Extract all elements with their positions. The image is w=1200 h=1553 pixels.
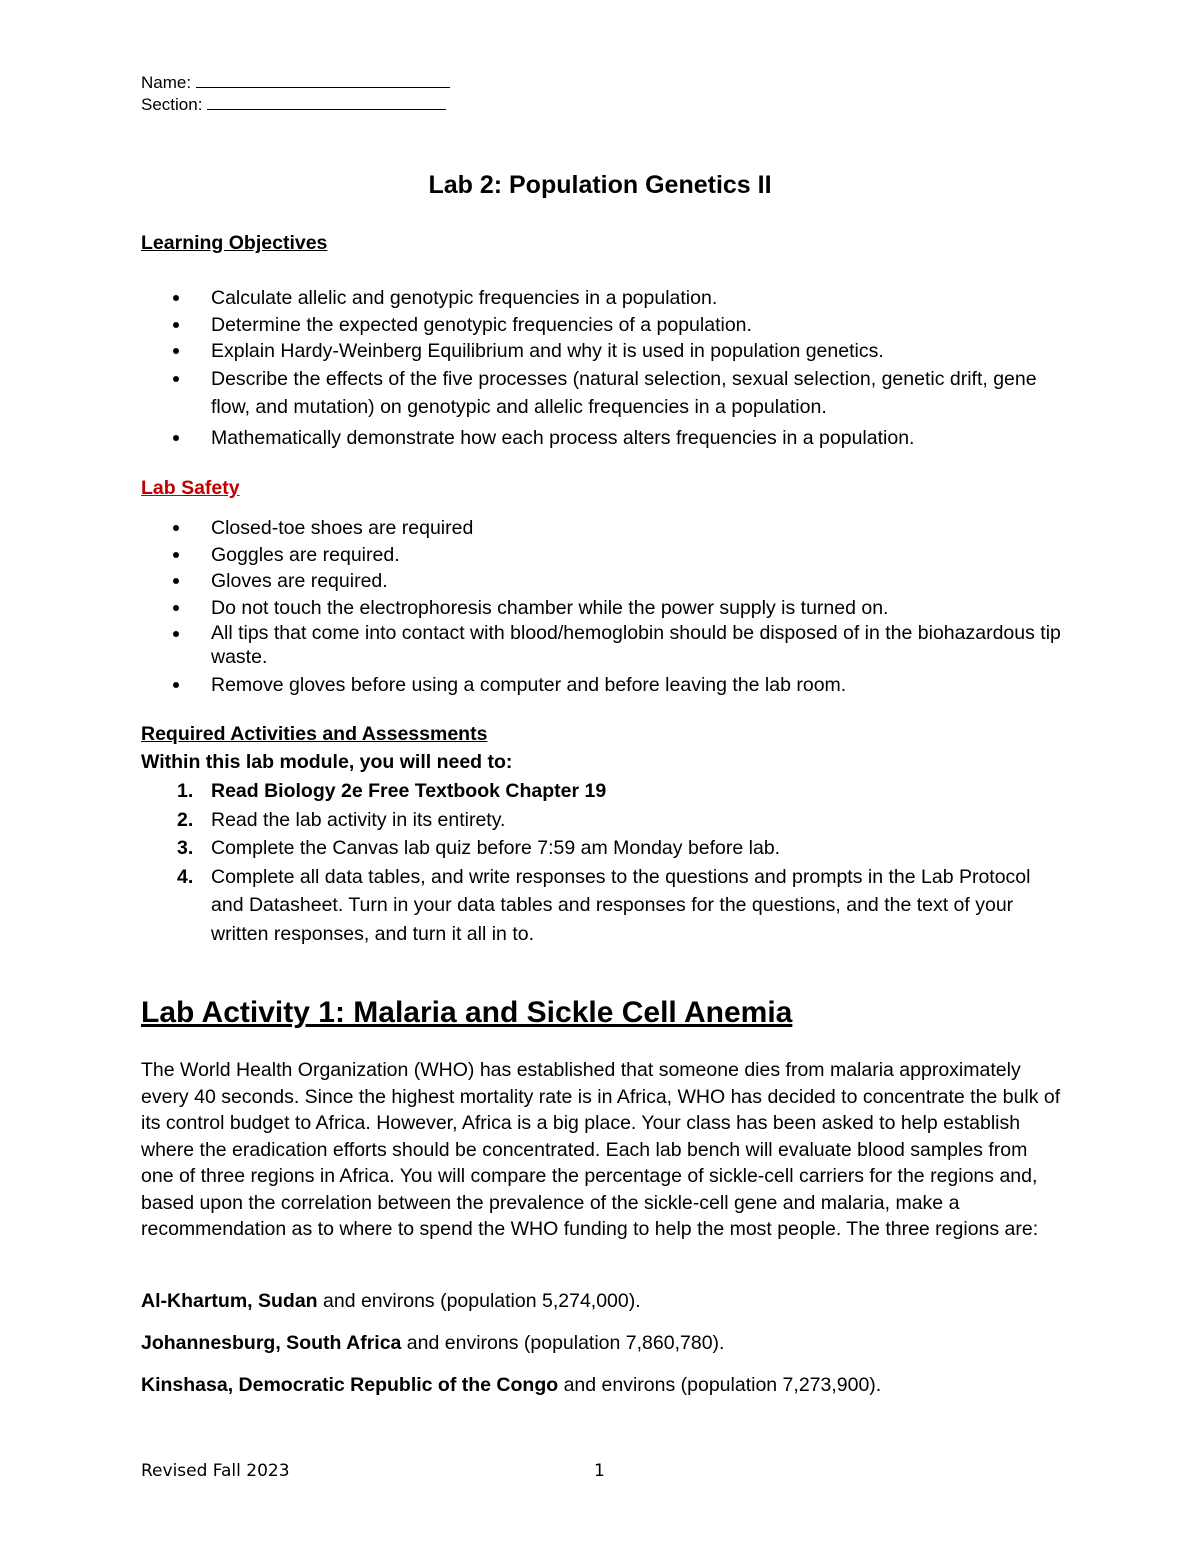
safety-text: All tips that come into contact with blood/hemoglobin should be disposed of in the biohazardous tip waste. <box>211 622 1061 668</box>
region-detail: and environs (population 5,274,000). <box>317 1290 641 1312</box>
activity1-paragraph: The World Health Organization (WHO) has established that someone dies from malaria approximately every 40 seconds. Since the highest mortality rate is in Africa, WHO has decided to concentrate the bulk of its control budget to Africa. However, Africa is a big place. Your class has been asked to help establish where the eradication efforts should be concentrated. Each lab bench will evaluate blood samples from one of three regions in Africa. You will compare the percentage of sickle-cell carriers for the regions and, based upon the correlation between the prevalence of the sickle-cell gene and malaria, make a recommendation as to where to spend the WHO funding to help the most people. The three regions are: <box>141 1059 1061 1240</box>
name-blank <box>196 72 450 88</box>
section-blank <box>207 94 446 110</box>
bullet-icon <box>173 525 179 531</box>
page-title: Lab 2: Population Genetics II <box>428 171 772 199</box>
region-khartum <box>141 1288 641 1314</box>
bullet-icon <box>173 578 179 584</box>
section-label: Section: <box>141 95 203 114</box>
activity-text: Read Biology 2e Free Textbook Chapter 19 <box>211 780 607 802</box>
bullet-icon <box>173 435 179 441</box>
item-number: 3. <box>177 837 194 859</box>
bullet-icon <box>173 322 179 328</box>
item-number: 2. <box>177 808 194 831</box>
list-item <box>141 285 1061 312</box>
item-number: 1. <box>177 780 194 802</box>
objective-text: Determine the expected genotypic frequencies of a population. <box>211 313 752 336</box>
item-number: 4. <box>177 865 194 888</box>
region-name: Johannesburg, South Africa <box>141 1332 402 1354</box>
name-label: Name: <box>141 73 192 92</box>
safety-text: Remove gloves before using a computer and before leaving the lab room. <box>211 674 847 696</box>
bullet-icon <box>173 348 179 354</box>
list-item <box>141 672 1061 699</box>
objective-text: Calculate allelic and genotypic frequencies in a population. <box>211 287 718 309</box>
name-line <box>141 72 450 94</box>
objectives-list <box>141 285 1061 451</box>
safety-text: Gloves are required. <box>211 570 388 592</box>
region-johannesburg <box>141 1330 724 1356</box>
list-item <box>141 863 1061 949</box>
activity-text: Read the lab activity in its entirety. <box>211 808 506 831</box>
section-line <box>141 94 446 116</box>
list-item <box>141 365 1061 421</box>
bullet-icon <box>173 682 179 688</box>
footer-revised: Revised Fall 2023 <box>141 1461 290 1481</box>
list-item <box>141 338 1061 365</box>
list-item <box>141 542 1061 569</box>
region-detail: and environs (population 7,273,900). <box>558 1374 882 1396</box>
safety-text: Do not touch the electrophoresis chamber while the power supply is turned on. <box>211 596 889 619</box>
list-item <box>141 621 1061 669</box>
region-name: Kinshasa, Democratic Republic of the Congo <box>141 1374 559 1396</box>
region-name: Al-Khartum, Sudan <box>141 1290 318 1312</box>
list-item <box>141 595 1061 622</box>
activity1-heading: Lab Activity 1: Malaria and Sickle Cell Anemia <box>141 996 793 1029</box>
bullet-icon <box>173 376 179 382</box>
list-item <box>141 312 1061 339</box>
safety-heading: Lab Safety <box>141 477 240 499</box>
objective-text: Explain Hardy-Weinberg Equilibrium and why it is used in population genetics. <box>211 340 884 362</box>
region-kinshasa <box>141 1372 881 1398</box>
safety-text: Goggles are required. <box>211 543 400 566</box>
list-item <box>141 568 1061 595</box>
safety-text: Closed-toe shoes are required <box>211 517 474 539</box>
list-item <box>141 777 1061 806</box>
activities-intro: Within this lab module, you will need to: <box>141 751 513 773</box>
region-detail: and environs (population 7,860,780). <box>401 1332 725 1354</box>
bullet-icon <box>173 552 179 558</box>
activity-text: Complete the Canvas lab quiz before 7:59 am Monday before lab. <box>211 837 781 859</box>
list-item <box>141 515 1061 542</box>
bullet-icon <box>173 295 179 301</box>
objective-text: Mathematically demonstrate how each process alters frequencies in a population. <box>211 426 915 449</box>
bullet-icon <box>173 631 179 637</box>
activities-heading: Required Activities and Assessments <box>141 723 488 745</box>
activity-text: Complete all data tables, and write responses to the questions and prompts in the Lab Protocol and Datasheet. Turn in your data tables and responses for the questions, and the text of your written responses, and turn it all in to. <box>211 865 1031 945</box>
bullet-icon <box>173 605 179 611</box>
safety-list <box>141 515 1061 699</box>
activities-list <box>141 777 1061 948</box>
objective-text: Describe the effects of the five processes (natural selection, sexual selection, genetic drift, gene flow, and mutation) on genotypic and allelic frequencies in a population. <box>211 367 1037 418</box>
list-item <box>141 834 1061 863</box>
page-number: 1 <box>594 1461 605 1481</box>
objectives-heading: Learning Objectives <box>141 232 328 254</box>
list-item <box>141 425 1061 452</box>
list-item <box>141 806 1061 835</box>
